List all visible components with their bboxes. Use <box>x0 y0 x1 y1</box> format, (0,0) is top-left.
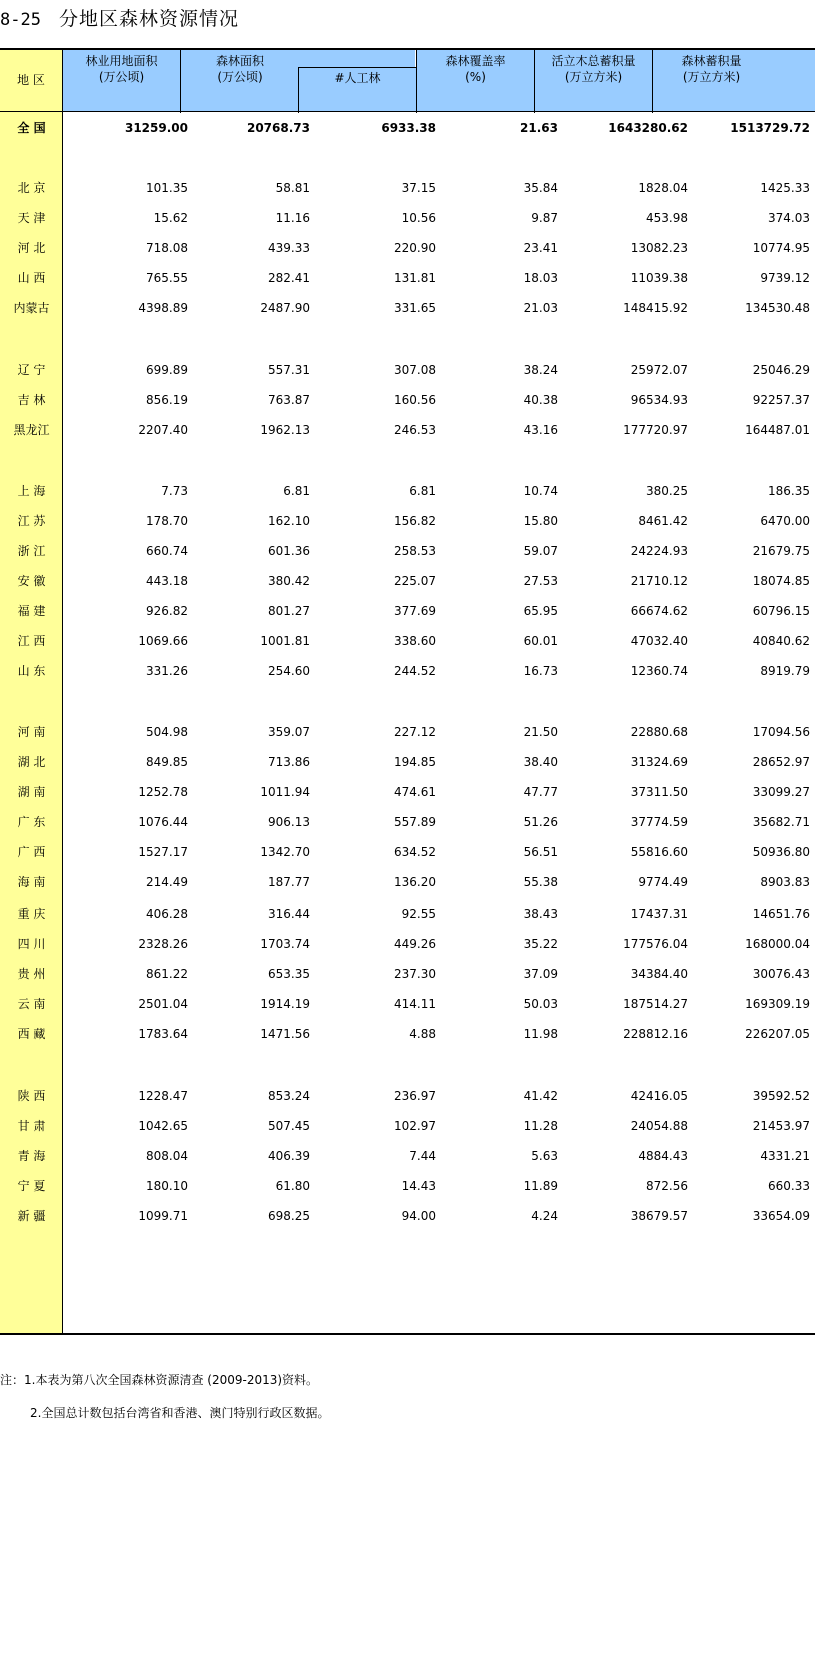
region-cell: 全 国 <box>17 121 46 135</box>
value-cell: 254.60 <box>268 664 310 678</box>
value-cell: 504.98 <box>146 725 188 739</box>
value-cell: 244.52 <box>394 664 436 678</box>
value-cell: 377.69 <box>394 604 436 618</box>
value-cell: 220.90 <box>394 241 436 255</box>
header-region: 地 区 <box>0 49 62 112</box>
value-cell: 1001.81 <box>260 634 310 648</box>
value-cell: 194.85 <box>394 755 436 769</box>
region-cell: 青 海 <box>17 1149 46 1163</box>
region-cell: 陕 西 <box>17 1089 46 1103</box>
value-cell: 406.28 <box>146 907 188 921</box>
table-row <box>0 716 815 748</box>
region-cell: 上 海 <box>17 484 46 498</box>
value-cell: 61.80 <box>275 1179 310 1193</box>
value-cell: 338.60 <box>394 634 436 648</box>
value-cell: 94.00 <box>401 1209 436 1223</box>
value-cell: 406.39 <box>268 1149 310 1163</box>
value-cell: 162.10 <box>268 514 310 528</box>
value-cell: 60.01 <box>523 634 558 648</box>
value-cell: 1425.33 <box>760 181 810 195</box>
value-cell: 66674.62 <box>630 604 688 618</box>
value-cell: 8919.79 <box>760 664 810 678</box>
value-cell: 47.77 <box>523 785 558 799</box>
value-cell: 660.74 <box>146 544 188 558</box>
value-cell: 14.43 <box>401 1179 436 1193</box>
value-cell: 1914.19 <box>260 997 310 1011</box>
region-cell: 吉 林 <box>17 393 46 407</box>
value-cell: 50936.80 <box>752 845 810 859</box>
value-cell: 58.81 <box>275 181 310 195</box>
value-cell: 10.56 <box>401 211 436 225</box>
header-plantation: #人工林 <box>299 68 416 112</box>
table-row <box>0 414 815 446</box>
value-cell: 7.44 <box>409 1149 436 1163</box>
value-cell: 1513729.72 <box>730 121 810 135</box>
value-cell: 131.81 <box>394 271 436 285</box>
value-cell: 42416.05 <box>630 1089 688 1103</box>
table-row <box>0 292 815 324</box>
value-cell: 414.11 <box>394 997 436 1011</box>
value-cell: 31324.69 <box>630 755 688 769</box>
region-cell: 海 南 <box>17 875 46 889</box>
bottom-rule <box>0 1333 815 1335</box>
table-row <box>0 1140 815 1172</box>
value-cell: 698.25 <box>268 1209 310 1223</box>
value-cell: 11.98 <box>523 1027 558 1041</box>
value-cell: 56.51 <box>523 845 558 859</box>
table-row <box>0 202 815 234</box>
value-cell: 21.63 <box>520 121 558 135</box>
value-cell: 18.03 <box>523 271 558 285</box>
plantation-subheader-rule <box>298 67 416 68</box>
value-cell: 5.63 <box>531 1149 558 1163</box>
value-cell: 718.08 <box>146 241 188 255</box>
region-cell: 山 西 <box>17 271 46 285</box>
value-cell: 39592.52 <box>752 1089 810 1103</box>
table-row <box>0 655 815 687</box>
value-cell: 18074.85 <box>752 574 810 588</box>
value-cell: 449.26 <box>394 937 436 951</box>
table-row <box>0 172 815 204</box>
value-cell: 55.38 <box>523 875 558 889</box>
table-row <box>0 836 815 868</box>
value-cell: 27.53 <box>523 574 558 588</box>
table-notes <box>0 1370 329 1423</box>
region-cell: 内蒙古 <box>13 301 50 315</box>
value-cell: 227.12 <box>394 725 436 739</box>
value-cell: 380.25 <box>646 484 688 498</box>
table-row <box>0 595 815 627</box>
header-divider-2 <box>298 67 299 113</box>
value-cell: 1703.74 <box>260 937 310 951</box>
value-cell: 660.33 <box>768 1179 810 1193</box>
value-cell: 59.07 <box>523 544 558 558</box>
value-cell: 2207.40 <box>138 423 188 437</box>
value-cell: 148415.92 <box>623 301 688 315</box>
value-cell: 168000.04 <box>745 937 810 951</box>
value-cell: 11.16 <box>275 211 310 225</box>
value-cell: 8461.42 <box>638 514 688 528</box>
value-cell: 60796.15 <box>752 604 810 618</box>
value-cell: 96534.93 <box>630 393 688 407</box>
value-cell: 177720.97 <box>623 423 688 437</box>
value-cell: 214.49 <box>146 875 188 889</box>
value-cell: 12360.74 <box>630 664 688 678</box>
value-cell: 101.35 <box>146 181 188 195</box>
value-cell: 177576.04 <box>623 937 688 951</box>
value-cell: 28652.97 <box>752 755 810 769</box>
table-row <box>0 1018 815 1050</box>
table-row <box>0 958 815 990</box>
value-cell: 1643280.62 <box>608 121 688 135</box>
value-cell: 169309.19 <box>745 997 810 1011</box>
region-cell: 湖 北 <box>17 755 46 769</box>
header-coverage: 森林覆盖率 (%) <box>417 49 534 112</box>
value-cell: 25972.07 <box>630 363 688 377</box>
value-cell: 1471.56 <box>260 1027 310 1041</box>
table-number: 8-25 <box>0 10 41 30</box>
value-cell: 237.30 <box>394 967 436 981</box>
table-row <box>0 232 815 264</box>
value-cell: 331.26 <box>146 664 188 678</box>
value-cell: 9774.49 <box>638 875 688 889</box>
value-cell: 4331.21 <box>760 1149 810 1163</box>
table-row <box>0 988 815 1020</box>
value-cell: 47032.40 <box>630 634 688 648</box>
value-cell: 65.95 <box>523 604 558 618</box>
value-cell: 14651.76 <box>752 907 810 921</box>
value-cell: 307.08 <box>394 363 436 377</box>
value-cell: 21710.12 <box>630 574 688 588</box>
value-cell: 13082.23 <box>630 241 688 255</box>
value-cell: 1962.13 <box>260 423 310 437</box>
region-cell: 浙 江 <box>17 544 46 558</box>
value-cell: 4.24 <box>531 1209 558 1223</box>
value-cell: 601.36 <box>268 544 310 558</box>
value-cell: 374.03 <box>768 211 810 225</box>
region-cell: 重 庆 <box>17 907 46 921</box>
value-cell: 33654.09 <box>752 1209 810 1223</box>
value-cell: 37.15 <box>401 181 436 195</box>
value-cell: 9739.12 <box>760 271 810 285</box>
value-cell: 38.43 <box>523 907 558 921</box>
region-cell: 四 川 <box>17 937 46 951</box>
value-cell: 474.61 <box>394 785 436 799</box>
value-cell: 1342.70 <box>260 845 310 859</box>
value-cell: 282.41 <box>268 271 310 285</box>
top-rule <box>0 48 815 50</box>
value-cell: 15.62 <box>153 211 188 225</box>
table-row <box>0 625 815 657</box>
value-cell: 1076.44 <box>138 815 188 829</box>
value-cell: 699.89 <box>146 363 188 377</box>
value-cell: 439.33 <box>268 241 310 255</box>
value-cell: 906.13 <box>268 815 310 829</box>
table-row <box>0 475 815 507</box>
region-cell: 黑龙江 <box>13 423 50 437</box>
value-cell: 1252.78 <box>138 785 188 799</box>
note-1: 注：1.本表为第八次全国森林资源清查 (2009-2013)资料。 <box>0 1373 319 1387</box>
value-cell: 102.97 <box>394 1119 436 1133</box>
value-cell: 187514.27 <box>623 997 688 1011</box>
value-cell: 160.56 <box>394 393 436 407</box>
value-cell: 38.24 <box>523 363 558 377</box>
value-cell: 4398.89 <box>138 301 188 315</box>
value-cell: 808.04 <box>146 1149 188 1163</box>
region-cell: 贵 州 <box>17 967 46 981</box>
value-cell: 1069.66 <box>138 634 188 648</box>
value-cell: 35.22 <box>523 937 558 951</box>
value-cell: 443.18 <box>146 574 188 588</box>
value-cell: 557.31 <box>268 363 310 377</box>
header-divider-4 <box>534 49 535 113</box>
value-cell: 634.52 <box>394 845 436 859</box>
value-cell: 4.88 <box>409 1027 436 1041</box>
region-cell: 辽 宁 <box>17 363 46 377</box>
value-cell: 11.89 <box>523 1179 558 1193</box>
value-cell: 861.22 <box>146 967 188 981</box>
header-divider-3 <box>416 49 417 113</box>
header-standing-stock: 活立木总蓄积量 (万立方米) <box>535 49 652 112</box>
region-cell: 江 苏 <box>17 514 46 528</box>
value-cell: 21.50 <box>523 725 558 739</box>
value-cell: 40.38 <box>523 393 558 407</box>
value-cell: 1228.47 <box>138 1089 188 1103</box>
value-cell: 187.77 <box>268 875 310 889</box>
region-cell: 福 建 <box>17 604 46 618</box>
value-cell: 38679.57 <box>630 1209 688 1223</box>
value-cell: 24054.88 <box>630 1119 688 1133</box>
value-cell: 557.89 <box>394 815 436 829</box>
value-cell: 25046.29 <box>752 363 810 377</box>
header-forest-area: 森林面积 (万公顷) <box>181 49 415 112</box>
header-forestland-area: 林业用地面积 (万公顷) <box>63 49 180 112</box>
value-cell: 453.98 <box>646 211 688 225</box>
value-cell: 10774.95 <box>752 241 810 255</box>
header-divider-1 <box>180 49 181 113</box>
value-cell: 136.20 <box>394 875 436 889</box>
value-cell: 6470.00 <box>760 514 810 528</box>
region-cell: 安 徽 <box>17 574 46 588</box>
region-cell: 宁 夏 <box>17 1179 46 1193</box>
value-cell: 7.73 <box>161 484 188 498</box>
value-cell: 2501.04 <box>138 997 188 1011</box>
value-cell: 34384.40 <box>630 967 688 981</box>
note-2: 2.全国总计数包括台湾省和香港、澳门特别行政区数据。 <box>30 1406 330 1420</box>
value-cell: 225.07 <box>394 574 436 588</box>
value-cell: 10.74 <box>523 484 558 498</box>
table-row <box>0 1110 815 1142</box>
region-cell: 天 津 <box>17 211 46 225</box>
region-cell: 山 东 <box>17 664 46 678</box>
value-cell: 15.80 <box>523 514 558 528</box>
region-cell: 甘 肃 <box>17 1119 46 1133</box>
value-cell: 926.82 <box>146 604 188 618</box>
value-cell: 1099.71 <box>138 1209 188 1223</box>
value-cell: 156.82 <box>394 514 436 528</box>
table-row <box>0 1170 815 1202</box>
value-cell: 763.87 <box>268 393 310 407</box>
value-cell: 55816.60 <box>630 845 688 859</box>
value-cell: 180.10 <box>146 1179 188 1193</box>
region-cell: 北 京 <box>17 181 46 195</box>
value-cell: 30076.43 <box>752 967 810 981</box>
value-cell: 653.35 <box>268 967 310 981</box>
value-cell: 16.73 <box>523 664 558 678</box>
header-forest-stock: 森林蓄积量 (万立方米) <box>653 49 815 112</box>
value-cell: 37774.59 <box>630 815 688 829</box>
value-cell: 6933.38 <box>381 121 436 135</box>
value-cell: 801.27 <box>268 604 310 618</box>
value-cell: 6.81 <box>283 484 310 498</box>
value-cell: 186.35 <box>768 484 810 498</box>
value-cell: 713.86 <box>268 755 310 769</box>
value-cell: 258.53 <box>394 544 436 558</box>
value-cell: 17094.56 <box>752 725 810 739</box>
value-cell: 51.26 <box>523 815 558 829</box>
value-cell: 23.41 <box>523 241 558 255</box>
value-cell: 2487.90 <box>260 301 310 315</box>
table-row <box>0 898 815 930</box>
value-cell: 9.87 <box>531 211 558 225</box>
table-row <box>0 505 815 537</box>
value-cell: 43.16 <box>523 423 558 437</box>
value-cell: 92.55 <box>401 907 436 921</box>
value-cell: 331.65 <box>394 301 436 315</box>
table-row <box>0 866 815 898</box>
region-cell: 广 西 <box>17 845 46 859</box>
table-row <box>0 384 815 416</box>
value-cell: 41.42 <box>523 1089 558 1103</box>
table-row <box>0 1200 815 1232</box>
value-cell: 38.40 <box>523 755 558 769</box>
value-cell: 1042.65 <box>138 1119 188 1133</box>
value-cell: 246.53 <box>394 423 436 437</box>
region-cell: 西 藏 <box>17 1027 46 1041</box>
value-cell: 37311.50 <box>630 785 688 799</box>
value-cell: 507.45 <box>268 1119 310 1133</box>
value-cell: 4884.43 <box>638 1149 688 1163</box>
value-cell: 40840.62 <box>752 634 810 648</box>
header-divider-5 <box>652 49 653 113</box>
value-cell: 1828.04 <box>638 181 688 195</box>
value-cell: 22880.68 <box>630 725 688 739</box>
table-header <box>0 49 815 112</box>
value-cell: 1011.94 <box>260 785 310 799</box>
value-cell: 316.44 <box>268 907 310 921</box>
value-cell: 6.81 <box>409 484 436 498</box>
value-cell: 856.19 <box>146 393 188 407</box>
table-row <box>0 262 815 294</box>
value-cell: 178.70 <box>146 514 188 528</box>
value-cell: 1783.64 <box>138 1027 188 1041</box>
value-cell: 2328.26 <box>138 937 188 951</box>
value-cell: 35682.71 <box>752 815 810 829</box>
value-cell: 359.07 <box>268 725 310 739</box>
region-cell: 新 疆 <box>17 1209 46 1223</box>
region-cell: 河 南 <box>17 725 46 739</box>
region-cell: 河 北 <box>17 241 46 255</box>
value-cell: 33099.27 <box>752 785 810 799</box>
value-cell: 17437.31 <box>630 907 688 921</box>
table-row <box>0 928 815 960</box>
value-cell: 765.55 <box>146 271 188 285</box>
table-row <box>0 806 815 838</box>
table-title-text: 分地区森林资源情况 <box>58 8 239 30</box>
table-row <box>0 354 815 386</box>
table-row <box>0 535 815 567</box>
value-cell: 50.03 <box>523 997 558 1011</box>
value-cell: 24224.93 <box>630 544 688 558</box>
region-cell: 云 南 <box>17 997 46 1011</box>
value-cell: 164487.01 <box>745 423 810 437</box>
value-cell: 35.84 <box>523 181 558 195</box>
table-row <box>0 746 815 778</box>
value-cell: 20768.73 <box>246 121 310 135</box>
value-cell: 849.85 <box>146 755 188 769</box>
table-row <box>0 776 815 808</box>
region-cell: 江 西 <box>17 634 46 648</box>
value-cell: 37.09 <box>523 967 558 981</box>
total-row <box>0 112 815 144</box>
region-cell: 广 东 <box>17 815 46 829</box>
value-cell: 380.42 <box>268 574 310 588</box>
value-cell: 92257.37 <box>752 393 810 407</box>
value-cell: 31259.00 <box>124 121 188 135</box>
value-cell: 11.28 <box>523 1119 558 1133</box>
value-cell: 134530.48 <box>745 301 810 315</box>
value-cell: 21453.97 <box>752 1119 810 1133</box>
region-cell: 湖 南 <box>17 785 46 799</box>
value-cell: 8903.83 <box>760 875 810 889</box>
value-cell: 236.97 <box>394 1089 436 1103</box>
value-cell: 11039.38 <box>630 271 688 285</box>
table-row <box>0 1080 815 1112</box>
table-title <box>0 4 239 34</box>
value-cell: 228812.16 <box>623 1027 688 1041</box>
value-cell: 872.56 <box>646 1179 688 1193</box>
value-cell: 21.03 <box>523 301 558 315</box>
value-cell: 226207.05 <box>745 1027 810 1041</box>
value-cell: 21679.75 <box>752 544 810 558</box>
value-cell: 1527.17 <box>138 845 188 859</box>
value-cell: 853.24 <box>268 1089 310 1103</box>
table-row <box>0 565 815 597</box>
